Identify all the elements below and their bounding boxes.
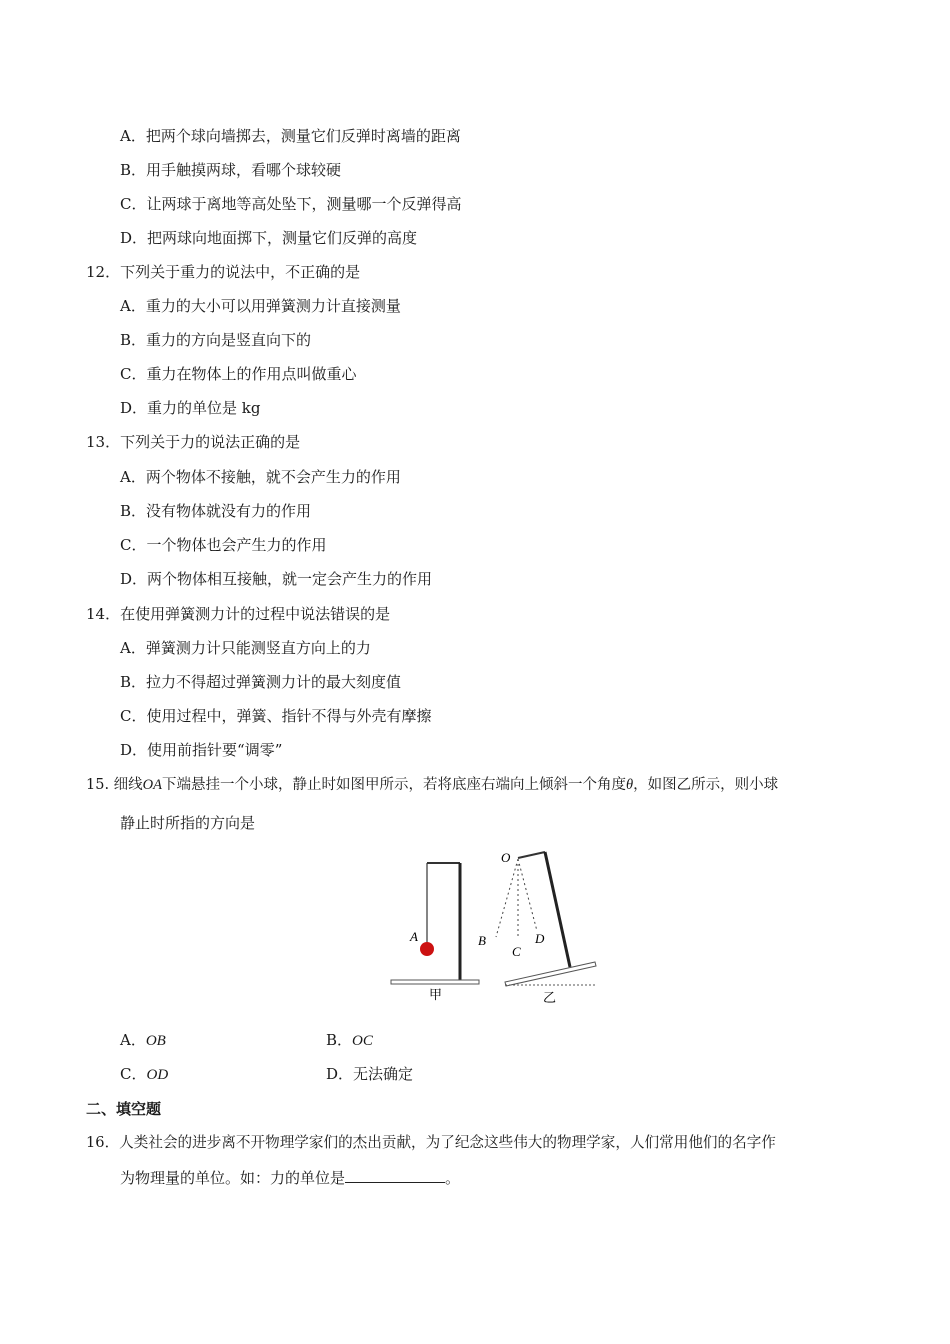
- q13-option-d: D．两个物体相互接触，就一定会产生力的作用: [120, 570, 433, 588]
- q15-option-a: [120, 1030, 166, 1051]
- q12-stem: 12．下列关于重力的说法中，不正确的是: [86, 263, 361, 281]
- q15-option-d-value: 无法确定: [353, 1065, 414, 1083]
- yi-line-OB: [496, 859, 518, 937]
- label-yi: 乙: [543, 991, 557, 1006]
- q15-option-c-value: OD: [146, 1067, 169, 1083]
- q13-option-b: B．没有物体就没有力的作用: [120, 502, 312, 520]
- q15-theta: θ: [626, 777, 634, 793]
- figure-yi: [478, 850, 596, 1006]
- q14-option-a: A．弹簧测力计只能测竖直方向上的力: [120, 639, 371, 657]
- label-C: C: [512, 944, 521, 959]
- q12-option-c: C．重力在物体上的作用点叫做重心: [120, 365, 357, 383]
- q15-option-b-prefix: B．: [326, 1031, 353, 1049]
- q12-option-b: B．重力的方向是竖直向下的: [120, 331, 312, 349]
- q15-option-c-prefix: C．: [120, 1065, 147, 1083]
- q15-option-a-prefix: A．: [120, 1031, 146, 1049]
- q15-option-b: [326, 1030, 373, 1051]
- q15-stem-part-a: 细线: [113, 777, 143, 793]
- label-O: O: [501, 850, 511, 865]
- jia-ball: [420, 942, 434, 956]
- q16-stem-line1: 16．人类社会的进步离不开物理学家们的杰出贡献，为了纪念这些伟大的物理学家，人们常用他们的名字作: [86, 1134, 776, 1151]
- q16-line2-end: 。: [445, 1169, 461, 1187]
- q14-option-c: C．使用过程中，弹簧、指针不得与外壳有摩擦: [120, 707, 432, 725]
- q11-option-d: D．把两球向地面掷下，测量它们反弹的高度: [120, 229, 418, 247]
- q15-option-c: [120, 1064, 168, 1085]
- q12-option-d: D．重力的单位是 kg: [120, 399, 261, 417]
- q13-stem: 13．下列关于力的说法正确的是: [86, 433, 301, 451]
- label-D: D: [535, 931, 545, 946]
- q15-option-a-value: OB: [145, 1033, 166, 1049]
- q11-option-a: A．把两个球向墙掷去，测量它们反弹时离墙的距离: [120, 127, 461, 145]
- q16-line2-text: 为物理量的单位。如：力的单位是: [120, 1169, 346, 1187]
- q15-stem-part-b: 下端悬挂一个小球，静止时如图甲所示，若将底座右端向上倾斜一个角度: [162, 777, 627, 793]
- q16-answer-blank[interactable]: [345, 1168, 445, 1183]
- q15-number: 15.: [86, 777, 110, 793]
- q13-option-a: A．两个物体不接触，就不会产生力的作用: [120, 468, 401, 486]
- label-jia: 甲: [429, 988, 443, 1003]
- yi-tilted-base: [505, 962, 596, 986]
- yi-crossbar: [518, 852, 545, 858]
- q15-stem: [86, 775, 778, 795]
- q15-stem-line2: 静止时所指的方向是: [120, 814, 256, 832]
- q14-stem: 14．在使用弹簧测力计的过程中说法错误的是: [86, 605, 391, 623]
- q14-option-b: B．拉力不得超过弹簧测力计的最大刻度值: [120, 673, 402, 691]
- q16-stem-line2: [120, 1168, 460, 1188]
- q11-option-c: C．让两球于离地等高处坠下，测量哪一个反弹得高: [120, 195, 462, 213]
- yi-line-OD: [518, 859, 537, 931]
- q15-stem-part-c: ，如图乙所示，则小球: [633, 777, 779, 793]
- jia-base: [391, 980, 479, 984]
- q15-oa-label: OA: [142, 777, 163, 793]
- q14-option-d: D．使用前指针要“调零”: [120, 741, 283, 759]
- q11-option-b: B．用手触摸两球，看哪个球较硬: [120, 161, 342, 179]
- pendulum-figure: [385, 845, 605, 1010]
- yi-pole: [545, 852, 570, 967]
- q13-option-c: C．一个物体也会产生力的作用: [120, 536, 327, 554]
- label-B: B: [478, 933, 486, 948]
- q15-option-d-prefix: D．: [326, 1065, 354, 1083]
- section-title-fill-in: 二、填空题: [86, 1100, 162, 1118]
- q15-option-d: [326, 1064, 413, 1084]
- figure-jia: [391, 863, 479, 1003]
- label-A: A: [410, 929, 418, 944]
- q15-option-b-value: OC: [352, 1033, 373, 1049]
- q12-option-a: A．重力的大小可以用弹簧测力计直接测量: [120, 297, 401, 315]
